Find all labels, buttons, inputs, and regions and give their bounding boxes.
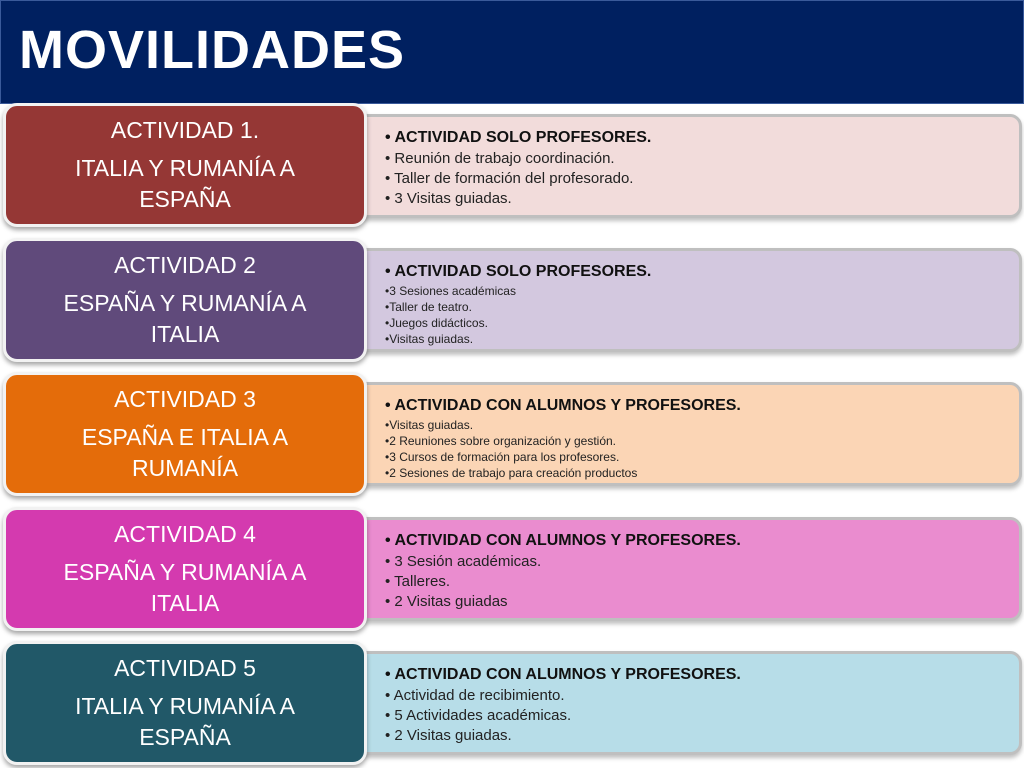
activity-3-item: • 2 Reuniones sobre organización y gestión. xyxy=(385,433,1019,449)
activity-5-detail-panel xyxy=(352,651,1022,755)
activity-2-item: • Taller de teatro. xyxy=(385,299,1019,315)
activity-2-item: • Visitas guiadas. xyxy=(385,331,1019,347)
activity-1-box xyxy=(3,103,367,227)
activity-1-item: • 3 Visitas guiadas. xyxy=(385,189,1019,209)
activity-4-heading: • ACTIVIDAD CON ALUMNOS Y PROFESORES. xyxy=(385,530,1019,552)
activity-2-route: ESPAÑA Y RUMANÍA A ITALIA xyxy=(63,290,307,347)
activity-2-detail-panel xyxy=(352,248,1022,352)
activity-5-item: • Actividad de recibimiento. xyxy=(385,686,1019,706)
activity-5-item: • 5 Actividades académicas. xyxy=(385,706,1019,726)
activity-4-title: ACTIVIDAD 4 xyxy=(114,521,256,547)
activity-4-route: ESPAÑA Y RUMANÍA A ITALIA xyxy=(63,559,307,616)
activity-4-detail-panel xyxy=(352,517,1022,621)
activity-1-title: ACTIVIDAD 1. xyxy=(110,117,260,143)
activity-3-title: ACTIVIDAD 3 xyxy=(114,386,256,412)
title-banner xyxy=(0,0,1024,104)
activity-2-item: • 3 Sesiones académicas xyxy=(385,283,1019,299)
activity-1-item: • Reunión de trabajo coordinación. xyxy=(385,149,1019,169)
activity-2-title: ACTIVIDAD 2 xyxy=(114,252,256,278)
activity-3-item: • Visitas guiadas. xyxy=(385,417,1019,433)
activity-1-route: ITALIA Y RUMANÍA A ESPAÑA xyxy=(75,155,295,212)
activity-1-detail-panel xyxy=(352,114,1022,218)
activity-5-title: ACTIVIDAD 5 xyxy=(114,655,256,681)
activity-5-item: • 2 Visitas guiadas. xyxy=(385,726,1019,746)
activity-5-box xyxy=(3,641,367,765)
page-title: MOVILIDADES xyxy=(19,20,406,80)
activity-3-detail-panel xyxy=(352,382,1022,486)
activity-2-box xyxy=(3,238,367,362)
activity-3-box xyxy=(3,372,367,496)
activity-4-item: • Talleres. xyxy=(385,572,1019,592)
activity-1-heading: • ACTIVIDAD SOLO PROFESORES. xyxy=(385,127,1019,149)
activity-3-item: • 2 Sesiones de trabajo para creación productos xyxy=(385,465,1019,481)
activity-4-item: • 2 Visitas guiadas xyxy=(385,592,1019,612)
activity-1-item: • Taller de formación del profesorado. xyxy=(385,169,1019,189)
activity-5-heading: • ACTIVIDAD CON ALUMNOS Y PROFESORES. xyxy=(385,664,1019,686)
activity-3-item: • 3 Cursos de formación para los profesores. xyxy=(385,449,1019,465)
activity-5-route: ITALIA Y RUMANÍA A ESPAÑA xyxy=(75,693,295,750)
activity-4-box xyxy=(3,507,367,631)
activity-3-route: ESPAÑA E ITALIA A RUMANÍA xyxy=(81,424,289,481)
activity-4-item: • 3 Sesión académicas. xyxy=(385,552,1019,572)
activity-3-heading: • ACTIVIDAD CON ALUMNOS Y PROFESORES. xyxy=(385,395,1019,417)
activity-2-heading: • ACTIVIDAD SOLO PROFESORES. xyxy=(385,261,1019,283)
activity-2-item: • Juegos didácticos. xyxy=(385,315,1019,331)
